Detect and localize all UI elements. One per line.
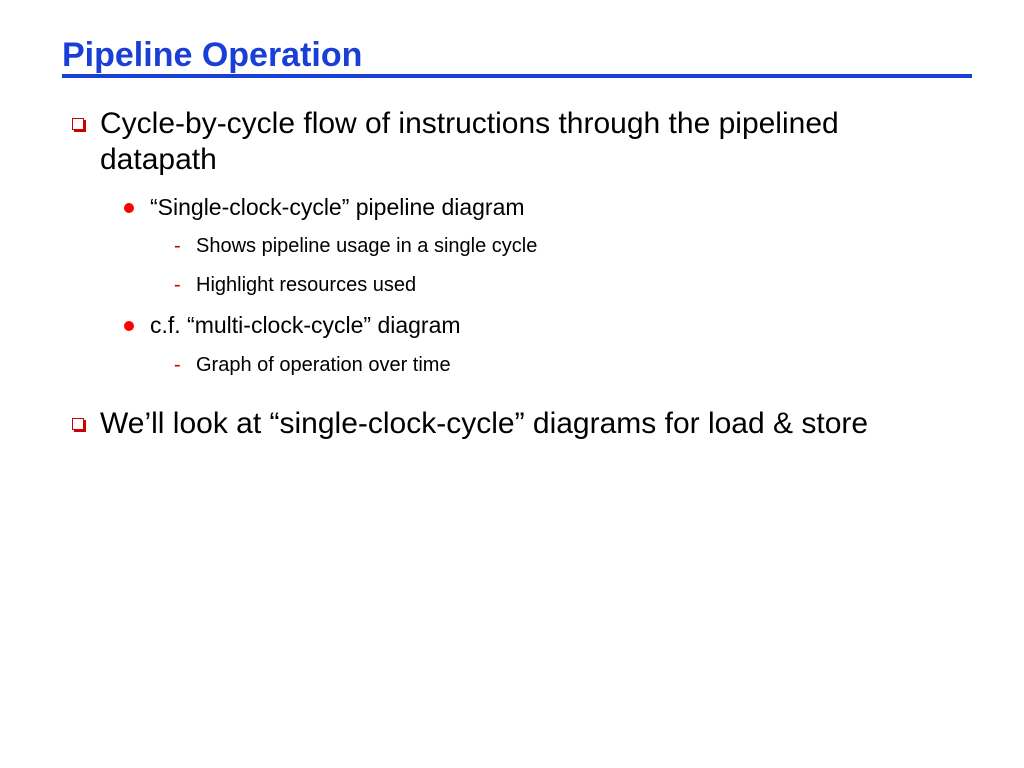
square-bullet-icon — [72, 118, 84, 130]
sub-bullet-item — [124, 310, 461, 340]
sub-sub-bullet-item — [174, 233, 537, 259]
round-bullet-icon — [124, 321, 134, 331]
bullet-item — [72, 406, 962, 442]
sub-sub-bullet-item — [174, 272, 416, 298]
sub-sub-bullet-text: Highlight resources used — [196, 274, 417, 296]
slide-title: Pipeline Operation — [62, 36, 363, 74]
bullet-text: Cycle-by-cycle flow of instructions through the pipelined datapath — [100, 107, 839, 176]
round-bullet-icon — [124, 203, 134, 213]
sub-sub-bullet-text: Shows pipeline usage in a single cycle — [196, 235, 538, 257]
sub-sub-bullet-item — [174, 352, 451, 378]
sub-bullet-item — [124, 192, 525, 222]
square-bullet-icon — [72, 418, 84, 430]
sub-sub-bullet-text: Graph of operation over time — [196, 354, 451, 376]
sub-bullet-text: “Single-clock-cycle” pipeline diagram — [150, 194, 525, 220]
title-underline — [62, 74, 972, 78]
sub-bullet-text: c.f. “multi-clock-cycle” diagram — [150, 312, 461, 338]
bullet-item — [72, 106, 962, 178]
dash-bullet-icon: - — [174, 235, 181, 257]
bullet-text: We’ll look at “single-clock-cycle” diagrams for load & store — [100, 407, 869, 440]
dash-bullet-icon: - — [174, 354, 181, 376]
dash-bullet-icon: - — [174, 274, 181, 296]
